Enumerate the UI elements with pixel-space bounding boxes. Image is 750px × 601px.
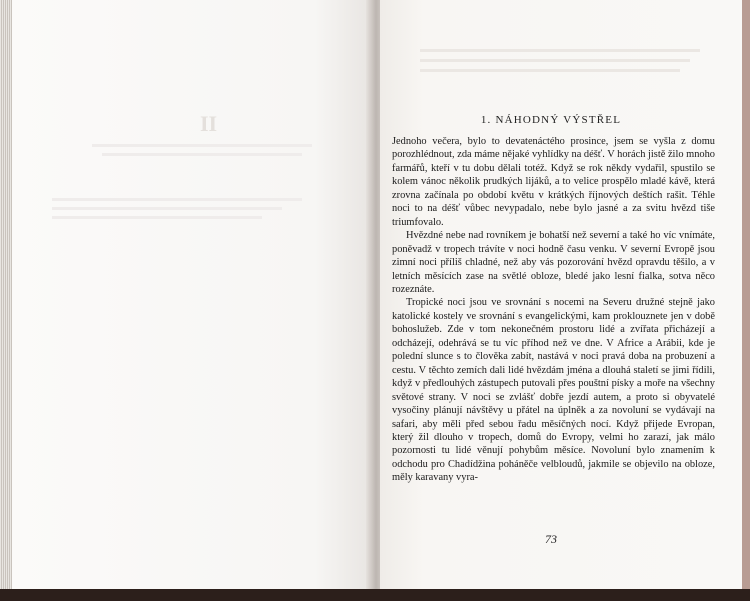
chapter-body xyxy=(392,135,715,485)
chapter-title: 1. NÁHODNÝ VÝSTŘEL xyxy=(480,114,622,126)
scanner-bottom-edge xyxy=(0,589,750,601)
left-page xyxy=(12,0,368,589)
show-through-chapter-number: II xyxy=(200,111,218,136)
show-through-text xyxy=(52,138,352,162)
paragraph: Tropické noci jsou ve srovnání s nocemi na Severu družné stejně jako katolické kostely ve srovnání s evangelickými, kam proklouznete jen v době bohoslužeb. Zde v tom nekonečném prostoru lidé a zvířata přicházejí a odcházejí, odehrává se tu víc příhod než ve dne. V Africe a Arábii, kde je polední slunce s to člověka zabít, nastává v noci pravá doba na probuzení a cestu. V těchto zemích dali lidé hvězdám jména a dlouhá staletí se jimi řídili, když v předlouhých zástupech putovali přes pouštní písky a moře na všechny světové strany. V noci se zvlášť dobře jezdí autem, a proto si obyvatelé vysočiny plánují návštěvy u přátel na úplněk a za novoluní se vydávají na safari, aby měli před sebou řadu měsíčných nocí. Když přijede Evropan, který žil dlouho v tropech, domů do Evropy, velmi ho zarazí, jak málo pozornosti tu lidé věnují pohybům měsíce. Novoluní bylo znamením k odchodu pro Chadídžina poháněče velbloudů, jakmile se objevilo na obloze, měly karavany vyra- xyxy=(392,297,715,484)
paragraph: Jednoho večera, bylo to devatenáctého prosince, jsem se vyšla z domu porozhlédnout, zda máme nějaké vyhlídky na déšť. V horách jistě žilo mnoho farmářů, kteří v tu dobu dělali totéž. Když se rok někdy vydařil, spustilo se kolem vánoc několik prudkých lijáků, a to velice prospělo mladé kávě, která zrovna začínala po období květu v krátkých říjnových deštích rašit. Téhle noci to na déšť vůbec nevypadalo, nebe bylo jasné a za svitu hvězd tiše triumfovalo. xyxy=(392,136,715,228)
right-page xyxy=(380,0,742,589)
show-through-text-top xyxy=(420,42,710,79)
page-number: 73 xyxy=(545,532,557,546)
show-through-paragraph xyxy=(52,192,352,225)
book-cover-edge xyxy=(742,0,750,601)
paragraph: Hvězdné nebe nad rovníkem je bohatší než severní a také ho víc vnímáte, poněvadž v tropech trávíte v noci hodně času venku. V severní Evropě jsou zimní noci příliš chladné, než aby vás pozorování hvězd opravdu těšilo, a v letních měsících zase na světlé obloze, bledé jako lesní fialka, sotva něco rozeznáte. xyxy=(392,230,715,295)
